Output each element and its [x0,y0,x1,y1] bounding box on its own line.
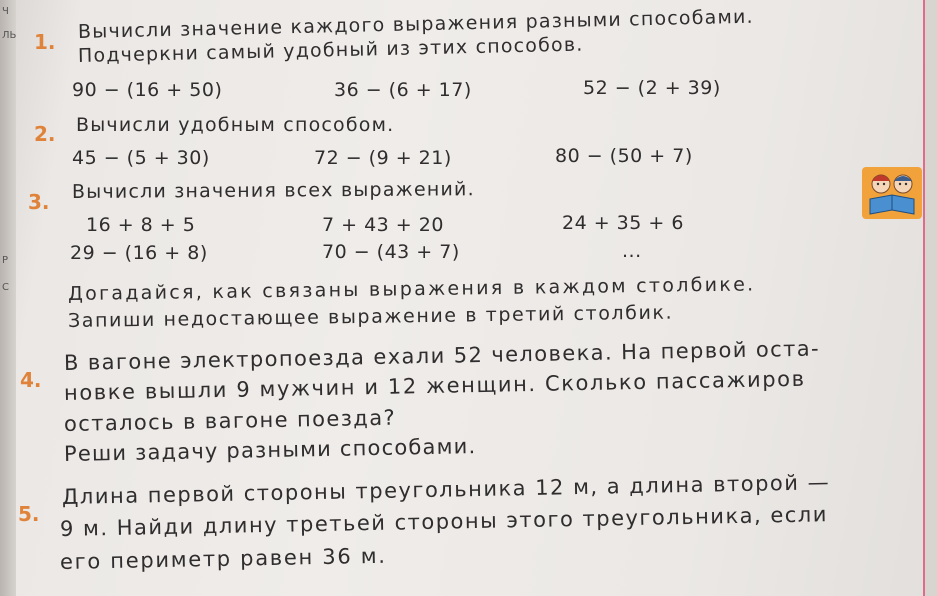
task-3-expression: 16 + 8 + 5 [86,214,196,236]
task-3-expression: 70 − (43 + 7) [322,241,460,263]
task-number: 2. [34,122,56,146]
task-2-expression: 72 − (9 + 21) [314,147,452,169]
spine-letter: Ч [2,6,9,17]
task-4-text-line-2: новке вышли 9 мужчин и 12 женщин. Сколько пассажиров [63,366,806,405]
task-2-text-line-1: Вычисли удобным способом. [76,114,395,136]
task-5-text-line-2: 9 м. Найди длину третьей стороны этого треугольника, если [59,502,829,541]
task-5-text-line-1: Длина первой стороны треугольника 12 м, а длина второй — [61,470,831,509]
spine-letter: ЛЬ [2,30,17,41]
task-3-text-line-3: Запиши недостающее выражение в третий столбик. [67,301,674,332]
task-5-text-line-3: его периметр равен 36 м. [59,543,387,574]
spine-letter: Р [2,255,9,266]
task-2-expression: 45 − (5 + 30) [72,147,210,169]
task-number: 1. [34,30,56,54]
task-3-ellipsis: ... [622,240,642,262]
task-1-text-line-1: Вычисли значение каждого выражения разными способами. [77,5,755,43]
task-4-text-line-1: В вагоне электропоезда ехали 52 человека. На первой оста- [63,336,821,375]
task-3-text-line-2: Догадайся, как связаны выражения в каждом столбике. [67,273,756,305]
task-2-expression: 80 − (50 + 7) [555,145,693,167]
task-4-text-line-3: осталось в вагоне поезда? [63,405,397,436]
right-page-edge [925,0,937,596]
task-1-expression: 36 − (6 + 17) [334,79,472,101]
task-number: 5. [18,502,40,526]
task-3-expression: 29 − (16 + 8) [70,242,208,264]
task-4-text-line-4: Реши задачу разными способами. [63,434,477,466]
kids-reading-book-icon [862,167,922,219]
task-number: 3. [28,190,50,214]
task-3-text-line-1: Вычисли значения всех выражений. [71,178,475,203]
page-spine [0,0,16,596]
task-3-expression: 7 + 43 + 20 [322,214,444,236]
task-3-expression: 24 + 35 + 6 [562,212,684,234]
task-1-expression: 90 − (16 + 50) [72,79,223,101]
task-1-text-line-2: Подчеркни самый удобный из этих способов. [77,33,584,67]
spine-letter: С [2,282,9,293]
task-number: 4. [20,368,42,392]
kids-reading-book-icon-art [862,167,922,219]
task-1-expression: 52 − (2 + 39) [583,77,721,99]
